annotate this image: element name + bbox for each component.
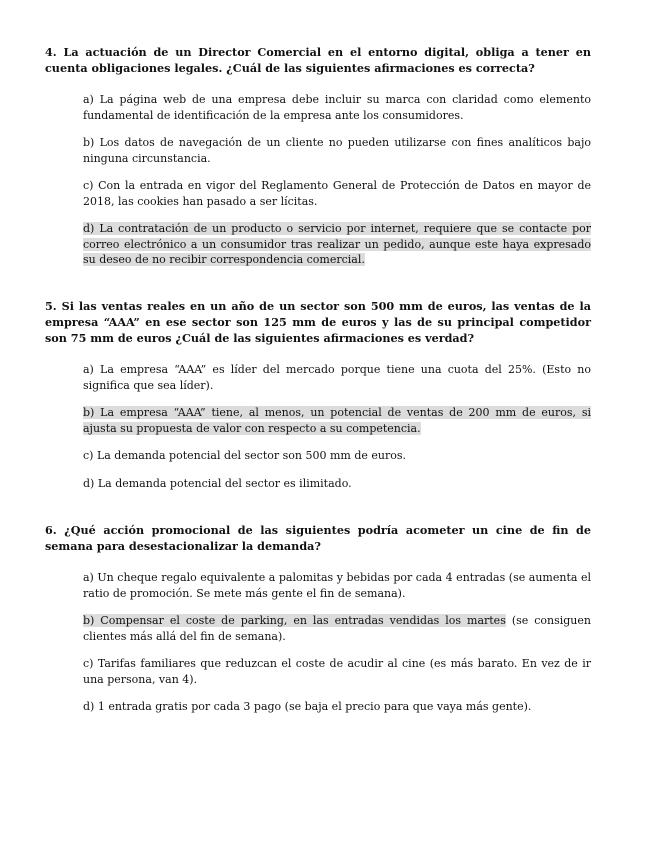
option-text-highlighted: b) Compensar el coste de parking, en las entradas vendidas los martes <box>83 614 506 627</box>
option-b-highlighted <box>83 613 591 644</box>
option-a <box>83 362 591 393</box>
option-text: a) Un cheque regalo equivalente a palomitas y bebidas por cada 4 entradas (se aumenta el ratio de promoción. Se mete más gente el fin de semana). <box>83 571 591 600</box>
question-5 <box>45 298 591 503</box>
option-b <box>83 135 591 166</box>
option-d <box>83 476 591 492</box>
option-text: b) Los datos de navegación de un cliente no pueden utilizarse con fines analíticos bajo ninguna circunstancia. <box>83 136 591 165</box>
option-text: c) La demanda potencial del sector son 500 mm de euros. <box>83 449 407 462</box>
option-text: c) Tarifas familiares que reduzcan el coste de acudir al cine (es más barato. En vez de ir una persona, van 4). <box>83 657 591 686</box>
question-number: 6. <box>45 523 57 537</box>
question-6 <box>45 522 591 727</box>
question-4 <box>45 44 591 280</box>
option-a <box>83 570 591 601</box>
option-d-highlighted <box>83 221 591 268</box>
option-text-highlighted: b) La empresa “AAA” tiene, al menos, un potencial de ventas de 200 mm de euros, si ajusta su propuesta de valor con respecto a su competencia. <box>83 406 591 435</box>
question-text <box>45 298 591 346</box>
question-number: 4. <box>45 45 57 59</box>
option-a <box>83 92 591 123</box>
option-c <box>83 448 591 464</box>
option-c <box>83 178 591 209</box>
question-text <box>45 522 591 554</box>
question-statement: Si las ventas reales en un año de un sector son 500 mm de euros, las ventas de la empresa “AAA” en ese sector son 125 mm de euros y las de su principal competidor son 75 mm de euros ¿Cuál de las siguientes afirmaciones es verdad? <box>45 299 591 345</box>
question-text <box>45 44 591 76</box>
option-text: c) Con la entrada en vigor del Reglamento General de Protección de Datos en mayor de 2018, las cookies han pasado a ser lícitas. <box>83 179 591 208</box>
question-statement: ¿Qué acción promocional de las siguientes podría acometer un cine de fin de semana para desestacionalizar la demanda? <box>45 523 591 553</box>
question-number: 5. <box>45 299 57 313</box>
option-list <box>83 570 591 715</box>
option-list <box>83 362 591 491</box>
option-text: d) La demanda potencial del sector es ilimitado. <box>83 476 352 490</box>
option-text: a) La página web de una empresa debe incluir su marca con claridad como elemento fundamental de identificación de la empresa ante los consumidores. <box>83 93 591 122</box>
option-text: a) La empresa “AAA” es líder del mercado porque tiene una cuota del 25%. (Esto no significa que sea líder). <box>83 363 591 392</box>
option-b-highlighted <box>83 405 591 436</box>
option-text: d) 1 entrada gratis por cada 3 pago (se baja el precio para que vaya más gente). <box>83 700 532 713</box>
option-list <box>83 92 591 268</box>
option-text-highlighted: d) La contratación de un producto o servicio por internet, requiere que se contacte por correo electrónico a un consumidor tras realizar un pedido, aunque este haya expresado su deseo de no recibir correspondencia comercial. <box>83 222 591 266</box>
question-statement: La actuación de un Director Comercial en el entorno digital, obliga a tener en cuenta obligaciones legales. ¿Cuál de las siguientes afirmaciones es correcta? <box>45 45 591 75</box>
option-c <box>83 656 591 687</box>
option-text-continuation: (se consiguen clientes más allá del fin de semana). <box>83 614 591 643</box>
option-d <box>83 699 591 715</box>
